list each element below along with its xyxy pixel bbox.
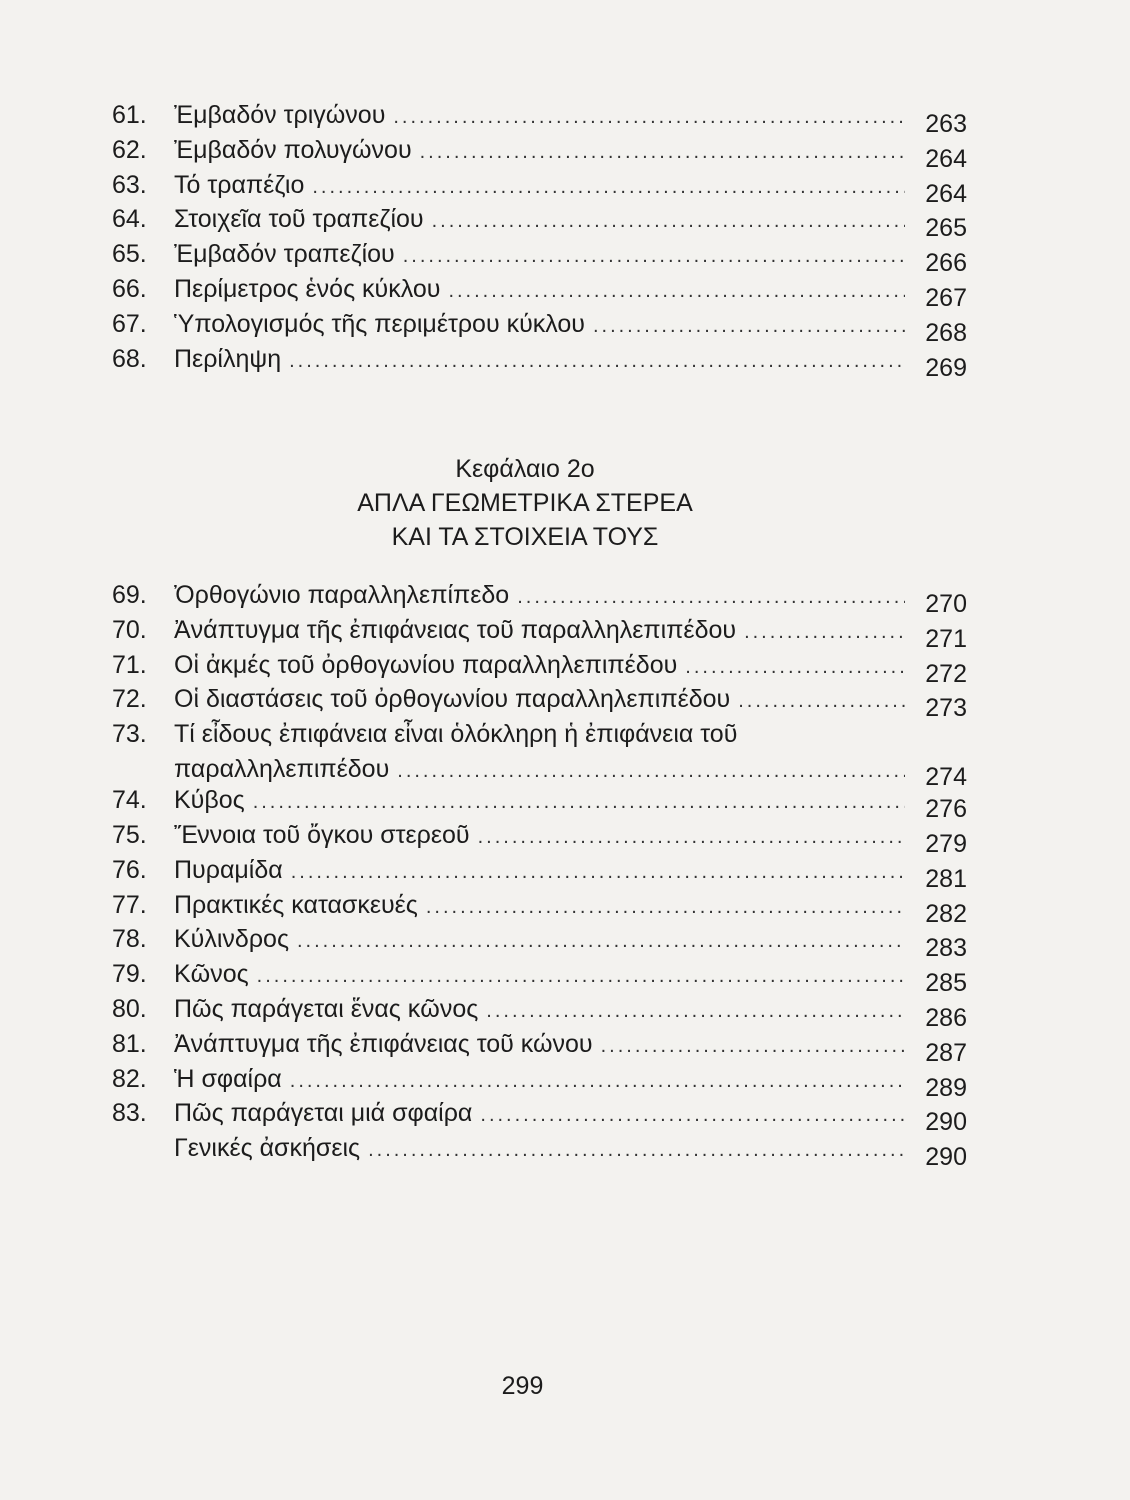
toc-leader-dots xyxy=(368,1133,905,1168)
toc-row-number: 72. xyxy=(112,685,147,714)
toc-row-title: Ἡ σφαίρα xyxy=(174,1064,282,1093)
toc-row-number: 77. xyxy=(112,890,147,919)
toc-row-title: Ὑπολογισμός τῆς περιμέτρου κύκλου xyxy=(174,309,585,338)
toc-row-title: Οἱ διαστάσεις τοῦ ὀρθογωνίου παραλληλεπιπέδου xyxy=(174,685,731,714)
toc-row-number: 81. xyxy=(112,1029,147,1058)
toc-row-title: Κύβος xyxy=(174,786,245,815)
toc-row xyxy=(112,783,967,824)
toc-leader-dots xyxy=(601,1029,905,1064)
toc-leader-dots xyxy=(480,1098,905,1133)
toc-leader-dots xyxy=(393,100,905,135)
toc-row-page: 268 xyxy=(925,318,967,347)
toc-row-title: Ἔννοια τοῦ ὄγκου στερεοῦ xyxy=(174,820,470,849)
toc-row xyxy=(112,98,967,138)
toc-row-number: 76. xyxy=(112,855,147,884)
toc-row-title-continued: παραλληλεπιπέδου xyxy=(174,754,390,783)
toc-leader-dots xyxy=(744,615,905,650)
toc-row-title: Κῶνος xyxy=(174,960,249,989)
toc-row-page: 285 xyxy=(925,969,967,998)
toc-list-part1 xyxy=(112,98,967,382)
toc-row xyxy=(112,272,967,312)
toc-row-page: 265 xyxy=(925,214,967,243)
toc-row-title: Ἐμβαδόν πολυγώνου xyxy=(174,135,412,164)
toc-leader-dots xyxy=(291,855,905,890)
toc-leader-dots xyxy=(289,344,905,379)
toc-leader-dots xyxy=(685,650,905,685)
toc-row-title: Ἐμβαδόν τραπεζίου xyxy=(174,240,395,269)
toc-leader-dots xyxy=(290,1064,905,1099)
toc-row xyxy=(112,613,967,653)
toc-row-page: 270 xyxy=(925,590,967,618)
toc-row xyxy=(112,202,967,243)
toc-leader-dots xyxy=(478,820,905,855)
toc-row-page: 264 xyxy=(925,179,967,208)
toc-row-page: 282 xyxy=(925,899,967,928)
page-number-footer: 299 xyxy=(501,1372,544,1400)
toc-row xyxy=(112,682,967,723)
toc-row-page: 289 xyxy=(925,1073,967,1102)
toc-row-number: 82. xyxy=(112,1064,147,1093)
toc-row xyxy=(112,992,967,1032)
toc-row-page: 286 xyxy=(925,1003,967,1032)
toc-row xyxy=(112,342,967,382)
toc-leader-dots xyxy=(593,309,905,344)
toc-leader-dots xyxy=(432,204,905,239)
toc-row-page: 266 xyxy=(925,249,967,278)
toc-row xyxy=(112,307,967,347)
toc-row xyxy=(112,1131,967,1172)
toc-row-page: 283 xyxy=(925,934,967,963)
toc-leader-dots xyxy=(403,239,905,274)
toc-row xyxy=(112,237,967,278)
toc-row-page: 287 xyxy=(925,1038,967,1067)
toc-row-number: 71. xyxy=(112,650,147,679)
toc-row-number: 62. xyxy=(112,135,147,164)
toc-row-number: 80. xyxy=(112,994,147,1023)
toc-row-title: Ἀνάπτυγμα τῆς ἐπιφάνειας τοῦ παραλληλεπιπέδου xyxy=(174,615,737,644)
toc-leader-dots xyxy=(312,170,905,205)
toc-leader-dots xyxy=(517,580,905,615)
toc-row xyxy=(112,168,967,208)
toc-row-title: Στοιχεῖα τοῦ τραπεζίου xyxy=(174,205,424,234)
toc-row-page: 269 xyxy=(925,353,967,382)
toc-row-title: Ἐμβαδόν τριγώνου xyxy=(174,101,386,129)
toc-row xyxy=(112,1027,967,1067)
toc-row-number: 63. xyxy=(112,170,147,199)
toc-row-number: 79. xyxy=(112,960,147,989)
toc-row-number: 70. xyxy=(112,615,147,644)
toc-row xyxy=(112,1062,967,1102)
toc-row-title: Πῶς παράγεται ἕνας κῶνος xyxy=(174,994,479,1023)
chapter-title-line1: ΑΠΛΑ ΓΕΩΜΕΤΡΙΚΑ ΣΤΕΡΕΑ xyxy=(357,489,693,517)
toc-row-title: Πρακτικές κατασκευές xyxy=(174,890,418,919)
toc-row-number: 78. xyxy=(112,925,147,954)
toc-row-page: 271 xyxy=(925,624,967,653)
toc-row xyxy=(112,578,967,618)
toc-leader-dots xyxy=(253,785,905,820)
toc-row-number: 66. xyxy=(112,274,147,303)
toc-row xyxy=(112,1096,967,1137)
toc-row-number: 64. xyxy=(112,205,147,234)
chapter-label: Κεφάλαιο 2ο xyxy=(455,455,595,483)
toc-row xyxy=(112,888,967,928)
toc-row-page: 273 xyxy=(925,694,967,723)
toc-row-page: 290 xyxy=(925,1143,967,1172)
toc-list-part2 xyxy=(112,578,967,1172)
toc-row-number: 65. xyxy=(112,240,147,269)
toc-row xyxy=(112,133,967,173)
chapter-heading xyxy=(0,452,1050,554)
toc-row-page: 279 xyxy=(925,829,967,858)
toc-row-number: 75. xyxy=(112,820,147,849)
toc-row-title: Περίληψη xyxy=(174,344,282,373)
toc-row xyxy=(112,853,967,893)
toc-row-number: 74. xyxy=(112,786,147,815)
toc-row-page: 290 xyxy=(925,1108,967,1137)
toc-row xyxy=(112,648,967,688)
toc-row-title: Ὀρθογώνιο παραλληλεπίπεδο xyxy=(174,581,510,609)
toc-row-number: 61. xyxy=(112,101,147,129)
toc-row-page: 276 xyxy=(925,795,967,824)
toc-row-title: Κύλινδρος xyxy=(174,925,289,954)
toc-row xyxy=(112,717,967,792)
toc-row-title: Γενικές ἀσκήσεις xyxy=(174,1134,361,1163)
toc-row-title: Πυραμίδα xyxy=(174,855,283,884)
toc-row-title: Πῶς παράγεται μιά σφαίρα xyxy=(174,1099,473,1128)
toc-row-number: 83. xyxy=(112,1099,147,1128)
toc-row xyxy=(112,922,967,963)
toc-leader-dots xyxy=(420,135,905,170)
toc-row-page: 281 xyxy=(925,864,967,893)
toc-leader-dots xyxy=(448,274,905,309)
toc-leader-dots xyxy=(297,924,905,959)
toc-row-title: Ἀνάπτυγμα τῆς ἐπιφάνειας τοῦ κώνου xyxy=(174,1029,593,1058)
toc-row-title: Περίμετρος ἑνός κύκλου xyxy=(174,274,441,303)
toc-leader-dots xyxy=(738,684,905,719)
toc-row-page: 274 xyxy=(925,763,967,792)
toc-row-title: Οἱ ἀκμές τοῦ ὀρθογωνίου παραλληλεπιπέδου xyxy=(174,650,678,679)
toc-leader-dots xyxy=(486,994,905,1029)
chapter-title-line2: ΚΑΙ ΤΑ ΣΤΟΙΧΕΙΑ ΤΟΥΣ xyxy=(391,523,659,551)
toc-leader-dots xyxy=(257,959,905,994)
toc-leader-dots xyxy=(426,890,905,925)
toc-row-title: Τό τραπέζιο xyxy=(174,170,305,199)
toc-row-number: 67. xyxy=(112,309,147,338)
toc-row-number: 69. xyxy=(112,581,147,609)
toc-row xyxy=(112,957,967,998)
toc-row-number: 73. xyxy=(112,720,147,749)
toc-row xyxy=(112,818,967,858)
toc-row-number: 68. xyxy=(112,344,147,373)
toc-row-page: 272 xyxy=(925,659,967,688)
toc-row-page: 263 xyxy=(925,110,967,138)
toc-row-page: 267 xyxy=(925,283,967,312)
toc-row-page: 264 xyxy=(925,144,967,173)
toc-row-title: Τί εἶδους ἐπιφάνεια εἶναι ὁλόκληρη ἡ ἐπιφάνεια τοῦ xyxy=(174,720,738,749)
